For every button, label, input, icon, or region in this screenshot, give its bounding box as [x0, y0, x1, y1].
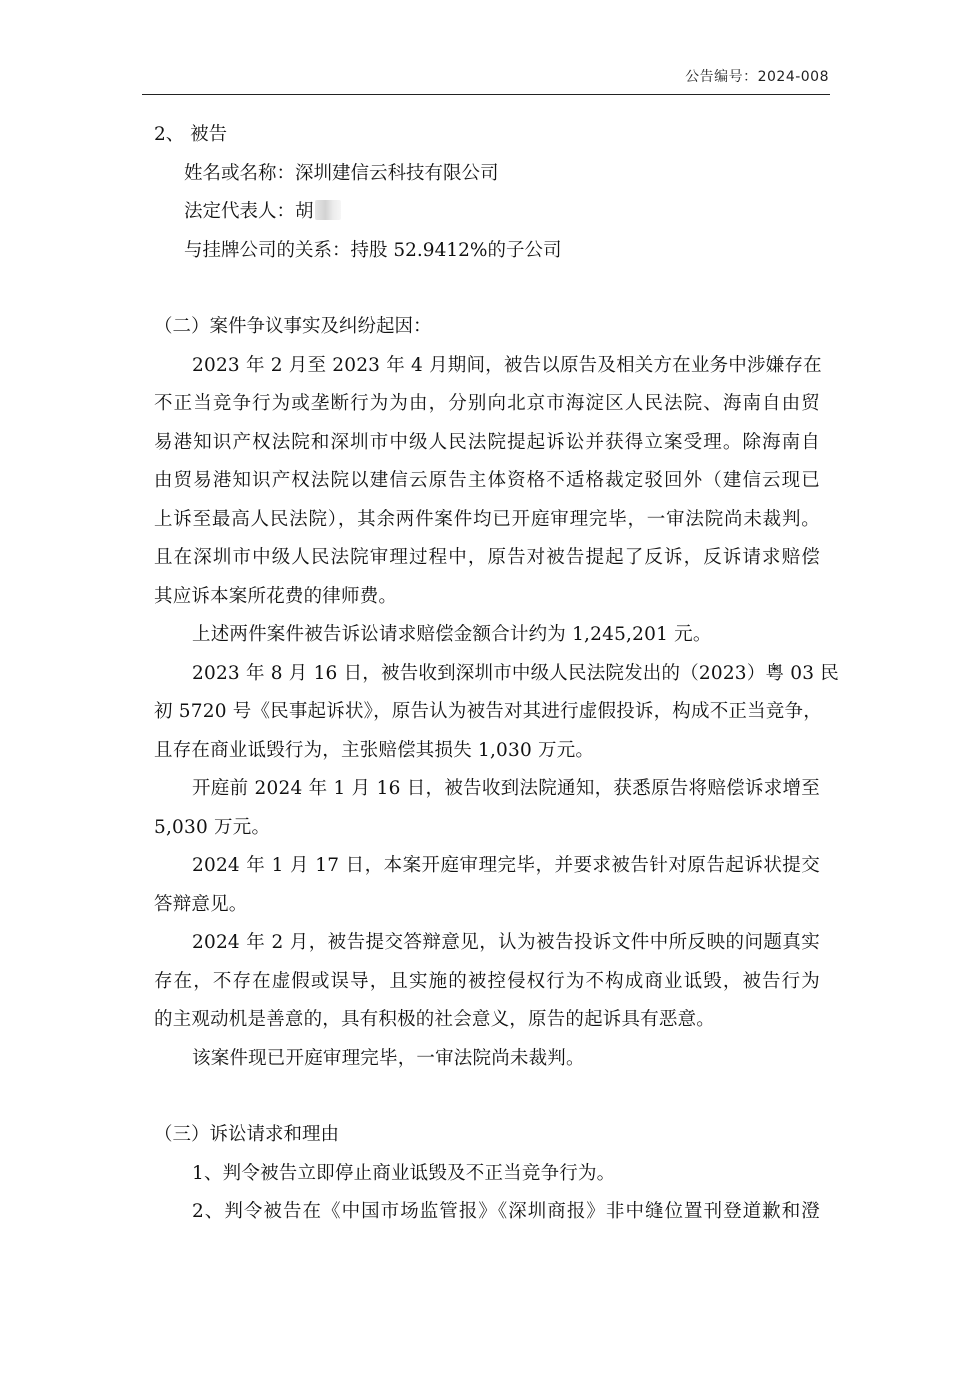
paragraph-6: [154, 924, 820, 1040]
notice-code: 公告编号：2024-008: [685, 69, 829, 85]
paragraph-line: 2023 年 8 月 16 日，被告收到深圳市中级人民法院发出的（2023）粤 03 民: [192, 662, 839, 684]
paragraph-line: 且在深圳市中级人民法院审理过程中，原告对被告提起了反诉，反诉请求赔偿: [154, 547, 820, 568]
paragraph-line: 2024 年 2 月，被告提交答辩意见，认为被告投诉文件中所反映的问题真实: [192, 932, 820, 953]
paragraph-line: 不正当竞争行为或垄断行为为由，分别向北京市海淀区人民法院、海南自由贸: [154, 393, 820, 414]
section-gap: [154, 1078, 820, 1116]
paragraph-5: [154, 847, 820, 924]
section-gap: [154, 270, 820, 308]
paragraph-3: [154, 655, 839, 771]
paragraph-1: [154, 347, 820, 617]
legal-rep-label: 法定代表人：胡: [184, 201, 314, 222]
paragraph-2: [154, 616, 820, 655]
paragraph-line: 2023 年 2 月至 2023 年 4 月期间，被告以原告及相关方在业务中涉嫌存在: [192, 354, 822, 376]
paragraph-line: 上诉至最高人民法院），其余两件案件均已开庭审理完毕，一审法院尚未裁判。: [154, 508, 820, 530]
header-divider: [142, 94, 830, 95]
paragraph-4: [154, 770, 820, 847]
claim-item-2: 2、判令被告在《中国市场监管报》《深圳商报》非中缝位置刊登道歉和澄: [192, 1201, 820, 1222]
defendant-name: 姓名或名称：深圳建信云科技有限公司: [184, 162, 499, 184]
paragraph-line: 存在，不存在虚假或误导，且实施的被控侵权行为不构成商业诋毁，被告行为: [154, 970, 820, 992]
section3-title: （三）诉讼请求和理由: [154, 1124, 340, 1145]
paragraph-line: 开庭前 2024 年 1 月 16 日，被告收到法院通知，获悉原告将赔偿诉求增至: [192, 778, 820, 799]
paragraph-line: 5,030 万元。: [154, 816, 271, 838]
section2-title: （二）案件争议事实及纠纷起因：: [154, 316, 432, 337]
paragraph-line: 上述两件案件被告诉讼请求赔偿金额合计约为 1,245,201 元。: [192, 624, 712, 645]
defendant-heading: 2、 被告: [154, 124, 228, 145]
paragraph-line: 答辩意见。: [154, 893, 248, 915]
defendant-relation: 与挂牌公司的关系：持股 52.9412%的子公司: [184, 239, 562, 261]
paragraph-line: 且存在商业诋毁行为，主张赔偿其损失 1,030 万元。: [154, 739, 595, 761]
document-body: [154, 116, 839, 1232]
paragraph-7: [154, 1040, 820, 1079]
defendant-legal-rep: [154, 193, 820, 232]
paragraph-line: 初 5720 号《民事起诉状》，原告认为被告对其进行虚假投诉，构成不正当竞争，: [154, 701, 822, 722]
paragraph-line: 该案件现已开庭审理完毕，一审法院尚未裁判。: [192, 1047, 585, 1069]
paragraph-line: 的主观动机是善意的，具有积极的社会意义，原告的起诉具有恶意。: [154, 1009, 716, 1030]
claim-item-1: 1、判令被告立即停止商业诋毁及不正当竞争行为。: [192, 1162, 616, 1184]
paragraph-line: 2024 年 1 月 17 日，本案开庭审理完毕，并要求被告针对原告起诉状提交: [192, 855, 820, 876]
paragraph-line: 由贸易港知识产权法院以建信云原告主体资格不适格裁定驳回外（建信云现已: [154, 470, 820, 491]
paragraph-line: 其应诉本案所花费的律师费。: [154, 585, 398, 607]
redaction-mark: [315, 200, 341, 220]
paragraph-line: 易港知识产权法院和深圳市中级人民法院提起诉讼并获得立案受理。除海南自: [154, 431, 820, 453]
